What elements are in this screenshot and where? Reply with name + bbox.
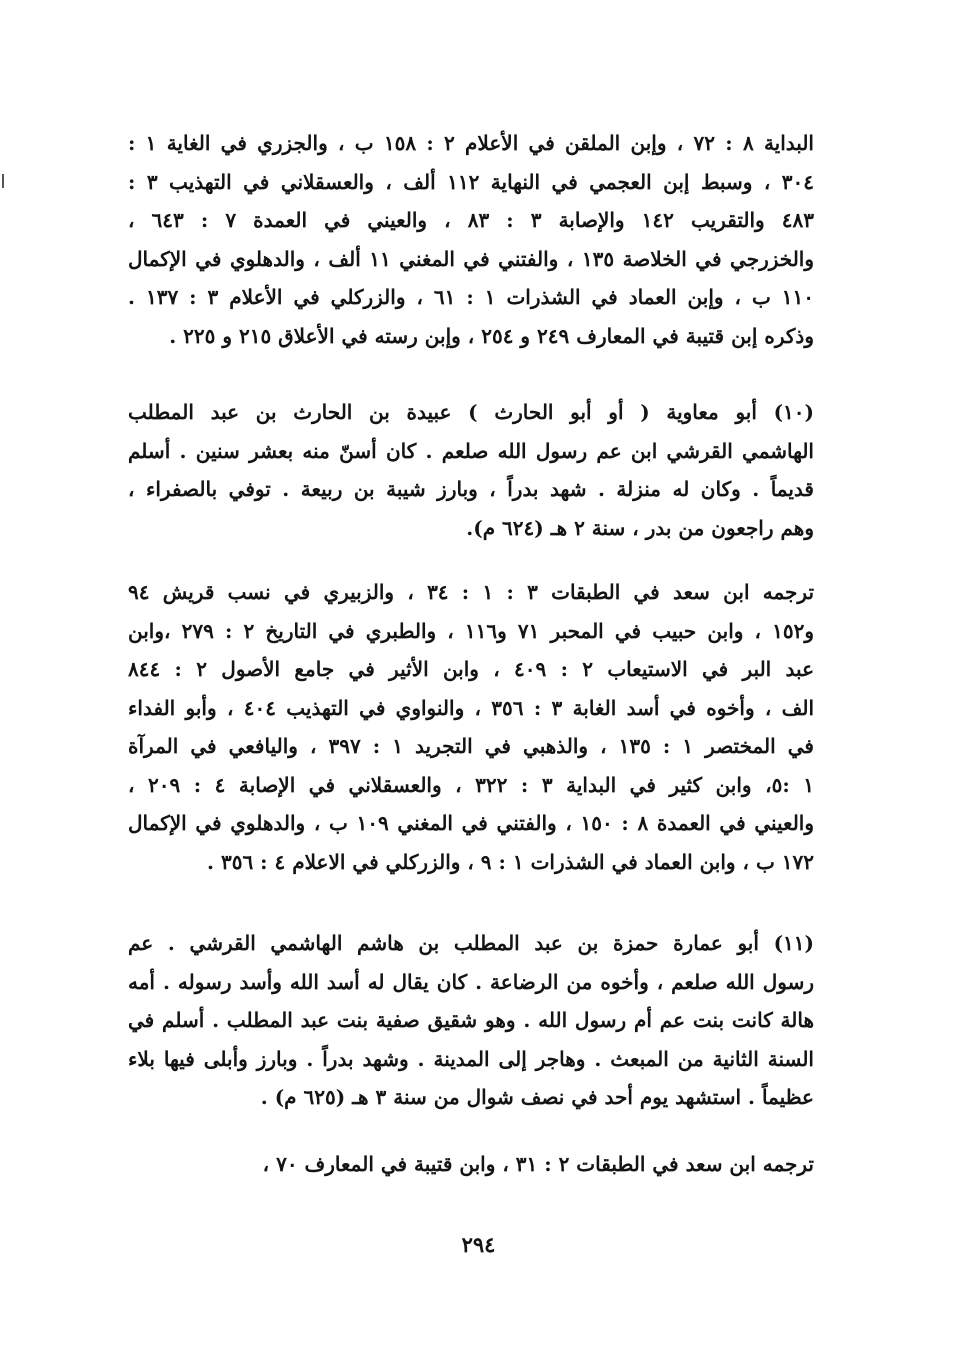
text-line: في المختصر ١ : ١٣٥ ، والذهبي في التجريد ١ : ٣٩٧ ، واليافعي في المرآة: [128, 734, 814, 758]
text-line: ١١٠ ب ، وإبن العماد في الشذرات ١ : ٦١ ، والزركلي في الأعلام ٣ : ١٣٧ .: [128, 285, 814, 309]
text-line: البداية ٨ : ٧٢ ، وإبن الملقن في الأعلام ٢ : ١٥٨ ب ، والجزري في الغاية ١ :: [128, 131, 814, 155]
paragraph-references-10: [128, 573, 814, 881]
paragraph-entry-11: [128, 924, 814, 1117]
text-line: قديماً . وكان له منزلة . شهد بدراً ، وبارز شيبة بن ربيعة . توفي بالصفراء ،: [128, 477, 814, 501]
text-line: الهاشمي القرشي ابن عم رسول الله صلعم . كان أسنّ منه بعشر سنين . أسلم: [128, 438, 814, 463]
text-line: والخزرجي في الخلاصة ١٣٥ ، والفتني في المغني ١١ ألف ، والدهلوي في الإكمال: [128, 246, 814, 271]
paragraph-references-1: [128, 124, 814, 355]
text-line: هالة كانت بنت عم أم رسول الله . وهو شقيق صفية بنت عبد المطلب . أسلم في: [128, 1008, 814, 1032]
text-line: عبد البر في الاستيعاب ٢ : ٤٠٩ ، وابن الأثير في جامع الأصول ٢ : ٨٤٤: [128, 657, 814, 681]
text-line: والعيني في العمدة ٨ : ١٥٠ ، والفتني في المغني ١٠٩ ب ، والدهلوي في الإكمال: [128, 811, 814, 835]
text-line: (١٠) أبو معاوية ( أو أبو الحارث ) عبيدة بن الحارث بن عبد المطلب: [128, 400, 814, 424]
text-line: ترجمه ابن سعد في الطبقات ٣ : ١ : ٣٤ ، والزبيري في نسب قريش ٩٤: [128, 580, 814, 604]
text-line: وذكره إبن قتيبة في المعارف ٢٤٩ و ٢٥٤ ، وإبن رسته في الأعلاق ٢١٥ و ٢٢٥ .: [169, 323, 814, 348]
text-line: ١٧٢ ب ، وابن العماد في الشذرات ١ : ٩ ، والزركلي في الاعلام ٤ : ٣٥٦ .: [207, 849, 814, 874]
text-line: الف ، وأخوه في أسد الغابة ٣ : ٣٥٦ ، والنواوي في التهذيب ٤٠٤ ، وأبو الفداء: [128, 695, 814, 720]
text-line: ترجمه ابن سعد في الطبقات ٢ : ٣١ ، وابن قتيبة في المعارف ٧٠ ،: [262, 1152, 814, 1176]
text-line: عظيماً . استشهد يوم أحد في نصف شوال من سنة ٣ هـ (٦٢٥ م) .: [260, 1085, 814, 1109]
text-line: ٤٨٣ والتقريب ١٤٢ والإصابة ٣ : ٨٣ ، والعيني في العمدة ٧ : ٦٤٣ ،: [128, 208, 814, 232]
paragraph-references-11: [128, 1145, 814, 1184]
text-line: رسول الله صلعم ، وأخوه من الرضاعة . كان يقال له أسد الله وأسد رسوله . أمه: [128, 969, 814, 994]
text-line: ٣٠٤ ، وسبط إبن العجمي في النهاية ١١٢ ألف ، والعسقلاني في التهذيب ٣ :: [128, 169, 814, 194]
page-number: ٢٩٤: [461, 1232, 496, 1257]
text-line: وهم راجعون من بدر ، سنة ٢ هـ (٦٢٤ م).: [466, 515, 814, 540]
scan-edge-mark: [2, 174, 4, 188]
text-line: و١٥٢ ، وابن حبيب في المحبر ٧١ و١١٦ ، والطبري في التاريخ ٢ : ٢٧٩ ،وابن: [128, 618, 814, 643]
text-line: (١١) أبو عمارة حمزة بن عبد المطلب بن هاشم الهاشمي القرشي . عم: [128, 931, 814, 955]
text-line: ١ :٥، وابن كثير في البداية ٣ : ٣٢٢ ، والعسقلاني في الإصابة ٤ : ٢٠٩ ،: [128, 772, 814, 797]
text-line: السنة الثانية من المبعث . وهاجر إلى المدينة . وشهد بدراً . وبارز وأبلى فيها بلاء: [128, 1046, 814, 1071]
paragraph-entry-10: [128, 393, 814, 547]
